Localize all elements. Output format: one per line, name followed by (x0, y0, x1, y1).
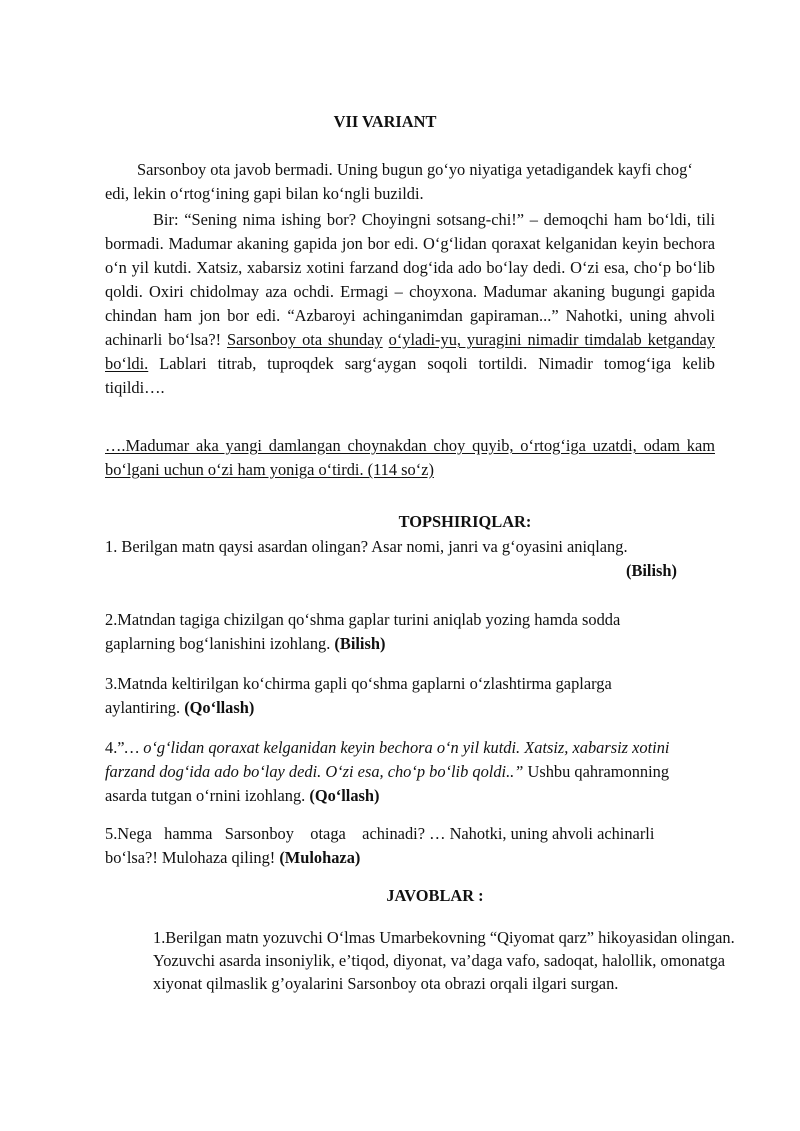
paragraph-2-text-b: Lablari titrab, tuproqdek sarg‘aygan soqoli tortildi. Nimadir tomog‘iga kelib tiqildi…. (105, 354, 715, 397)
task-4 (105, 736, 715, 808)
paragraph-2-text-a: Bir: “Sening nima ishing bor? Choyingni sotsang-chi!” – demoqchi ham bo‘ldi, tili bormadi. Madumar akaning gapida jon bor edi. O‘g‘lidan qoraxat kelganidan keyin bechora o‘n yil kutdi. Xatsiz, xabarsiz xotini farzand dog‘ida ado bo‘lay dedi. O‘zi esa, cho‘p bo‘lib qoldi. Oxiri chidolmay aza ochdi. Ermagi – choyxona. Madumar akaning bugungi gapida chindan ham jon bor edi. “Azbaroyi achinganimdan gapiraman...” Nahotki, uning ahvoli achinarli bo‘lsa?! (105, 210, 715, 349)
task-5-text: 5.Nega hamma Sarsonboy otaga achinadi? … Nahotki, uning ahvoli achinarli bo‘lsa?! Mulohaza qiling! (105, 824, 675, 867)
paragraph-3 (105, 434, 715, 482)
paragraph-2 (105, 208, 715, 400)
answers-heading: JAVOBLAR : (386, 886, 484, 905)
paragraph-1-text: Sarsonboy ota javob bermadi. Uning bugun go‘yo niyatiga yetadigandek kayfi chog‘ edi, lekin o‘rtog‘ining gapi bilan ko‘ngli buzildi. (105, 160, 693, 203)
task-2-level: (Bilish) (334, 634, 386, 653)
underlined-clause-2: o‘yladi-yu, yuragini nimadir timdalab ketganday bo‘ldi. (105, 330, 715, 373)
task-1-text: 1. Berilgan matn qaysi asardan olingan? Asar nomi, janri va g‘oyasini aniqlang. (105, 537, 628, 556)
answer-1 (153, 926, 763, 995)
task-4-text: Ushbu qahramonning asarda tutgan o‘rnini izohlang. (105, 762, 670, 805)
answer-1-text: 1.Berilgan matn yozuvchi O‘lmas Umarbekovning “Qiyomat qarz” hikoyasidan olingan. Yozuvchi asarda insoniylik, e’tiqod, diyonat, va’daga vafo, sadoqat, halollik, omonatga xiyonat qilmaslik g’oyalarini Sarsonboy ota obrazi orqali ilgari surgan. (153, 928, 735, 993)
underlined-clause-1: Sarsonboy ota shunday (226, 330, 383, 349)
task-2-text: 2.Matndan tagiga chizilgan qo‘shma gaplar turini aniqlab yozing hamda sodda gaplarning bog‘lanishini izohlang. (105, 610, 621, 653)
task-5 (105, 822, 675, 870)
variant-title: VII VARIANT (333, 112, 437, 131)
task-5-level: (Mulohaza) (279, 848, 361, 867)
task-3 (105, 672, 645, 720)
task-4-quote: … o‘g‘lidan qoraxat kelganidan keyin bechora o‘n yil kutdi. Xatsiz, xabarsiz xotini farzand dog‘ida ado bo‘lay dedi. O‘zi esa, cho‘p bo‘lib qoldi..” (105, 738, 670, 781)
task-4-open: 4.” (105, 738, 125, 757)
paragraph-3-text: ….Madumar aka yangi damlangan choynakdan choy quyib, o‘rtog‘iga uzatdi, odam kam bo‘lgani uchun o‘zi ham yoniga o‘tirdi. (114 so‘z) (105, 436, 715, 479)
task-3-text: 3.Matnda keltirilgan ko‘chirma gapli qo‘shma gaplarni o‘zlashtirma gaplarga aylantiring. (105, 674, 612, 717)
tasks-heading: TOPSHIRIQLAR: (398, 512, 532, 531)
paragraph-1 (105, 158, 695, 206)
task-1 (105, 535, 715, 583)
task-2 (105, 608, 665, 656)
task-1-level: (Bilish) (625, 561, 677, 580)
task-4-level: (Qo‘llash) (309, 786, 380, 805)
task-3-level: (Qo‘llash) (184, 698, 255, 717)
